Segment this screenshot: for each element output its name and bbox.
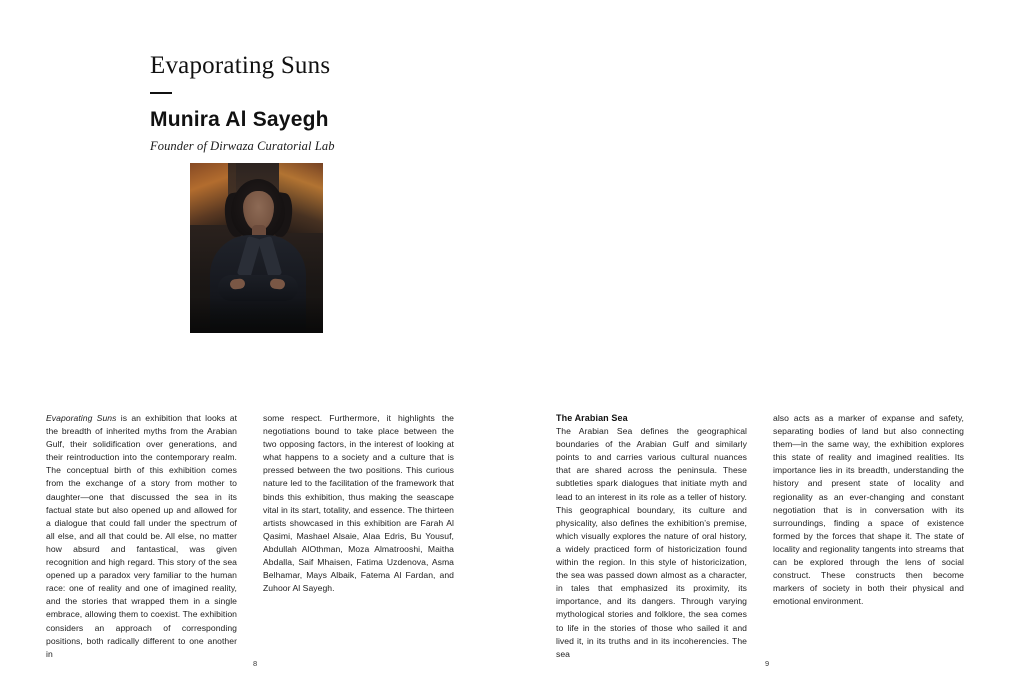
left-column-2-body: some respect. Furthermore, it highlights the negotiations bound to take place between the two opposing factors, in the interest of looking at what happens to a society and a culture that is pressed between the two positions. This curious nature led to the facilitation of the framework that binds this exhibition, thus making the seascape vital in its start, totality, and essence. The thirteen artists showcased in this exhibition are Farah Al Qasimi, Mashael Alsaie, Alaa Edris, Bu Yousuf, Abdullah AlOthman, Moza Almatrooshi, Maitha Abdalla, Saif Mhaisen, Fatima Uzdenova, Asma Belhamar, Mays Albaik, Fatema Al Fardan, and Zuhoor Al Sayegh. — [263, 413, 454, 594]
right-page-columns — [556, 412, 990, 661]
page-right — [512, 0, 1024, 690]
folio-left: 8 — [253, 659, 258, 668]
title-divider — [150, 92, 172, 94]
author-name: Munira Al Sayegh — [150, 107, 329, 131]
left-column-1 — [46, 412, 237, 661]
right-column-2-body: also acts as a marker of expanse and safety, separating bodies of land but also connecting them—in the same way, the exhibition explores this state of reality and imagined realities. Its importance lies in its breadth, understanding the history and present state of locality and regionality as an ever-changing and constant negotiation that is in conversation with its surroundings, finding a space of existence formed by the forces that shape it. The state of locality and regionality tangents into streams that can be explored through the lens of social construct. These constructs then become markers of society in both their physical and emotional environment. — [773, 413, 964, 607]
left-page-columns — [46, 412, 476, 661]
author-portrait-image — [190, 163, 323, 333]
left-column-1-body: is an exhibition that looks at the breadth of inherited myths from the Arabian Gulf, their solidification over generations, and their reintroduction into the contemporary realm. The conceptual birth of this exhibition comes from the exchange of a story from mother to daughter—one that discussed the sea in its factual state but also opened up and allowed for a dialogue that could fall under the spectrum of all else, and all that could be. All else, no matter how absurd and fantastical, was given recognition and high regard. This story of the sea opened up a paradox very familiar to the human race: one of reality and one of imagined reality, and the stories that wrapped them in a single embrace, allowing them to coexist. The exhibition considers an approach of corresponding positions, both radically different to one another in — [46, 413, 238, 659]
right-column-1 — [556, 412, 747, 661]
right-column-2 — [773, 412, 964, 661]
left-column-1-paragraph — [46, 412, 237, 661]
section-heading: The Arabian Sea — [556, 413, 628, 423]
author-role: Founder of Dirwaza Curatorial Lab — [150, 138, 335, 153]
portrait-hand-right — [270, 278, 286, 290]
portrait-vignette — [190, 297, 323, 333]
page-title: Evaporating Suns — [150, 52, 331, 79]
portrait-artwork — [190, 163, 323, 333]
title-block — [150, 52, 450, 154]
exhibition-title-italic: Evaporating Suns — [46, 413, 117, 423]
left-column-2 — [263, 412, 454, 661]
right-column-1-body: The Arabian Sea defines the geographical boundaries of the Arabian Gulf and similarly points to and carries various cultural nuances that are shared across the peninsula. These subtleties spark dialogues that initiate myth and lead to an interest in its role as a teller of history. This geographical boundary, its culture and physicality, also defines the exhibition’s premise, which visually explores the nature of oral history, a widely practiced form of historicization found within the region. In this style of historicization, the sea was passed down almost as a character, in tales that emphasized its proximity, its importance, and its dangers. Through varying mythological stories and folklore, the sea comes to life in the stories of those who sailed it and lived it, in its truths and in its incoherencies. The sea — [556, 426, 747, 659]
folio-right: 9 — [765, 659, 770, 668]
